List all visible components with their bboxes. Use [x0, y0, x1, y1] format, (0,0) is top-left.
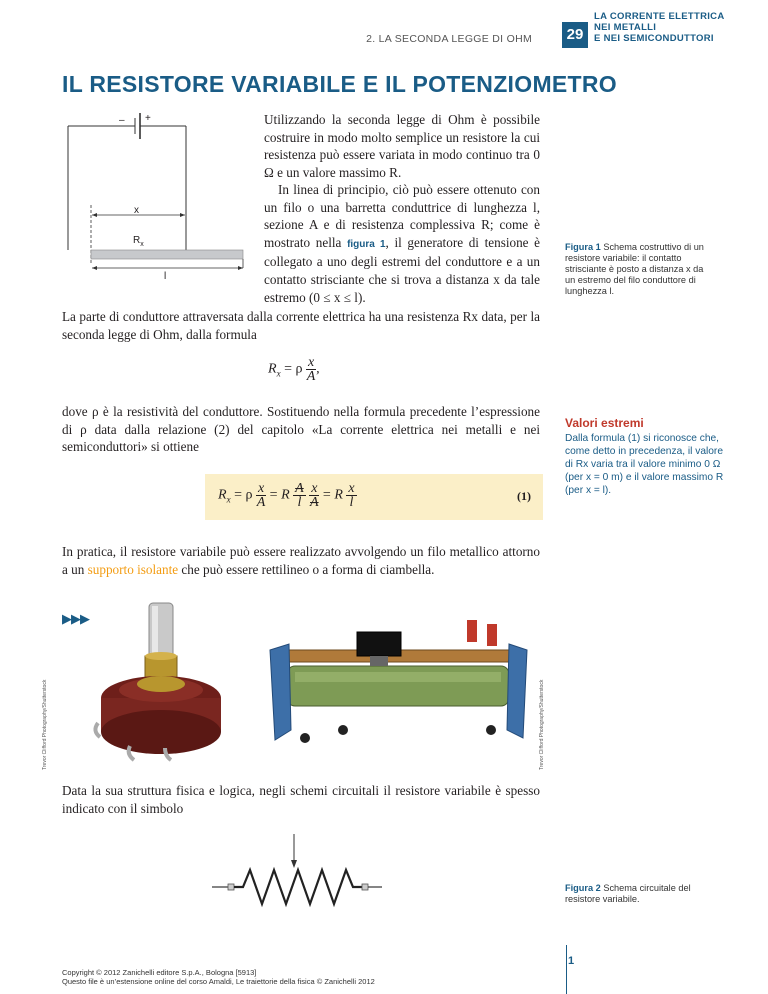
highlighted-term: supporto isolante	[87, 561, 179, 577]
rx-label: $R_x$	[133, 235, 144, 248]
figure-1-circuit-diagram	[62, 108, 252, 288]
page-title: IL RESISTORE VARIABILE E IL POTENZIOMETRO	[62, 71, 617, 97]
intro-paragraph-2: In linea di principio, ciò può essere ottenuto con un filo o una barretta conduttrice di lunghezza l, sezione A e di resistenza complessiva R; come è mostrato nella figura 1, il generatore di tensione è collegato a uno degli estremi del conduttore e a un contatto strisciante che si trova a distanza x da tale estremo (0 ≤ x ≤ l).	[264, 182, 541, 305]
topic-line-2: NEI METALLI	[594, 22, 657, 33]
chapter-header: 2. LA SECONDA LEGGE DI OHM	[366, 33, 532, 45]
page-number-divider	[566, 945, 567, 994]
plus-label: +	[145, 113, 151, 124]
paragraph-6: Data la sua struttura fisica e logica, negli schemi circuitali il resistore variabile è spesso indicato con il simbolo	[62, 783, 540, 816]
sidebar-title: Valori estremi	[565, 416, 644, 430]
photo-credit-1: Trevor Clifford Photography/Shutterstock	[42, 679, 48, 770]
paragraph-3: La parte di conduttore attraversata dalla corrente elettrica ha una resistenza Rx data, per la seconda legge di Ohm, dalla formula	[62, 309, 540, 342]
sidebar-text: Dalla formula (1) si riconosce che, come detto in precedenza, il valore di Rx varia tra il valore minimo 0 Ω (per x = 0 m) e il valore massimo R (per x = l).	[565, 433, 724, 496]
figure-1-link[interactable]: figura 1	[347, 238, 386, 250]
rotary-potentiometer-image	[80, 598, 280, 768]
minus-label: –	[119, 115, 125, 126]
formula-1: $R_x = \rho$ $\frac{x}{A}$ = R $\frac{A}{l}$ $\frac{x}{A}$ = R $\frac{x}{l}$	[218, 481, 355, 510]
figure-2-caption: Figura 2 Schema circuitale del resistore variabile.	[565, 883, 691, 904]
paragraph-4: dove ρ è la resistività del conduttore. Sostituendo nella formula precedente l’espressione di ρ data dalla relazione (2) del capitolo «La corrente elettrica nei metalli e nei semiconduttori» si ottiene	[62, 404, 540, 455]
topic-header	[594, 11, 725, 44]
rheostat-image	[265, 610, 535, 760]
paragraph-5: In pratica, il resistore variabile può essere realizzato avvolgendo un filo metallico attorno a un supporto isolante che può essere rettilineo o a forma di ciambella.	[62, 544, 540, 577]
formula-number: (1)	[517, 489, 531, 503]
arrows-icon: ▶▶▶	[62, 611, 89, 626]
chapter-number-badge: 29	[562, 22, 588, 48]
variable-resistor-symbol	[210, 830, 390, 910]
footer-copyright: Copyright © 2012 Zanichelli editore S.p.A., Bologna [5913]	[62, 968, 257, 977]
figure-1-caption: Figura 1 Schema costruttivo di un resistore variabile: il contatto strisciante è posto a distanza x da un estremo del filo conduttore di lunghezza l.	[565, 242, 704, 296]
x-label: x	[134, 205, 139, 216]
formula-resistance: $R_x = \rho$ $\frac{x}{A}$ ,	[268, 355, 320, 384]
l-label: l	[164, 271, 167, 282]
footer	[62, 968, 375, 986]
intro-paragraph-1: Utilizzando la seconda legge di Ohm è possibile costruire in modo molto semplice un resistore la cui resistenza può essere variata in modo continuo tra 0 Ω e un valore massimo R.	[264, 112, 540, 180]
footer-course: Questo file è un’estensione online del corso Amaldi, Le traiettorie della fisica © Zanichelli 2012	[62, 977, 375, 986]
topic-line-3: E NEI SEMICONDUTTORI	[594, 33, 714, 44]
page-number: 1	[568, 955, 575, 967]
photo-credit-2: Trevor Clifford Photography/Shutterstock	[539, 679, 545, 770]
topic-line-1: LA CORRENTE ELETTRICA	[594, 11, 725, 22]
